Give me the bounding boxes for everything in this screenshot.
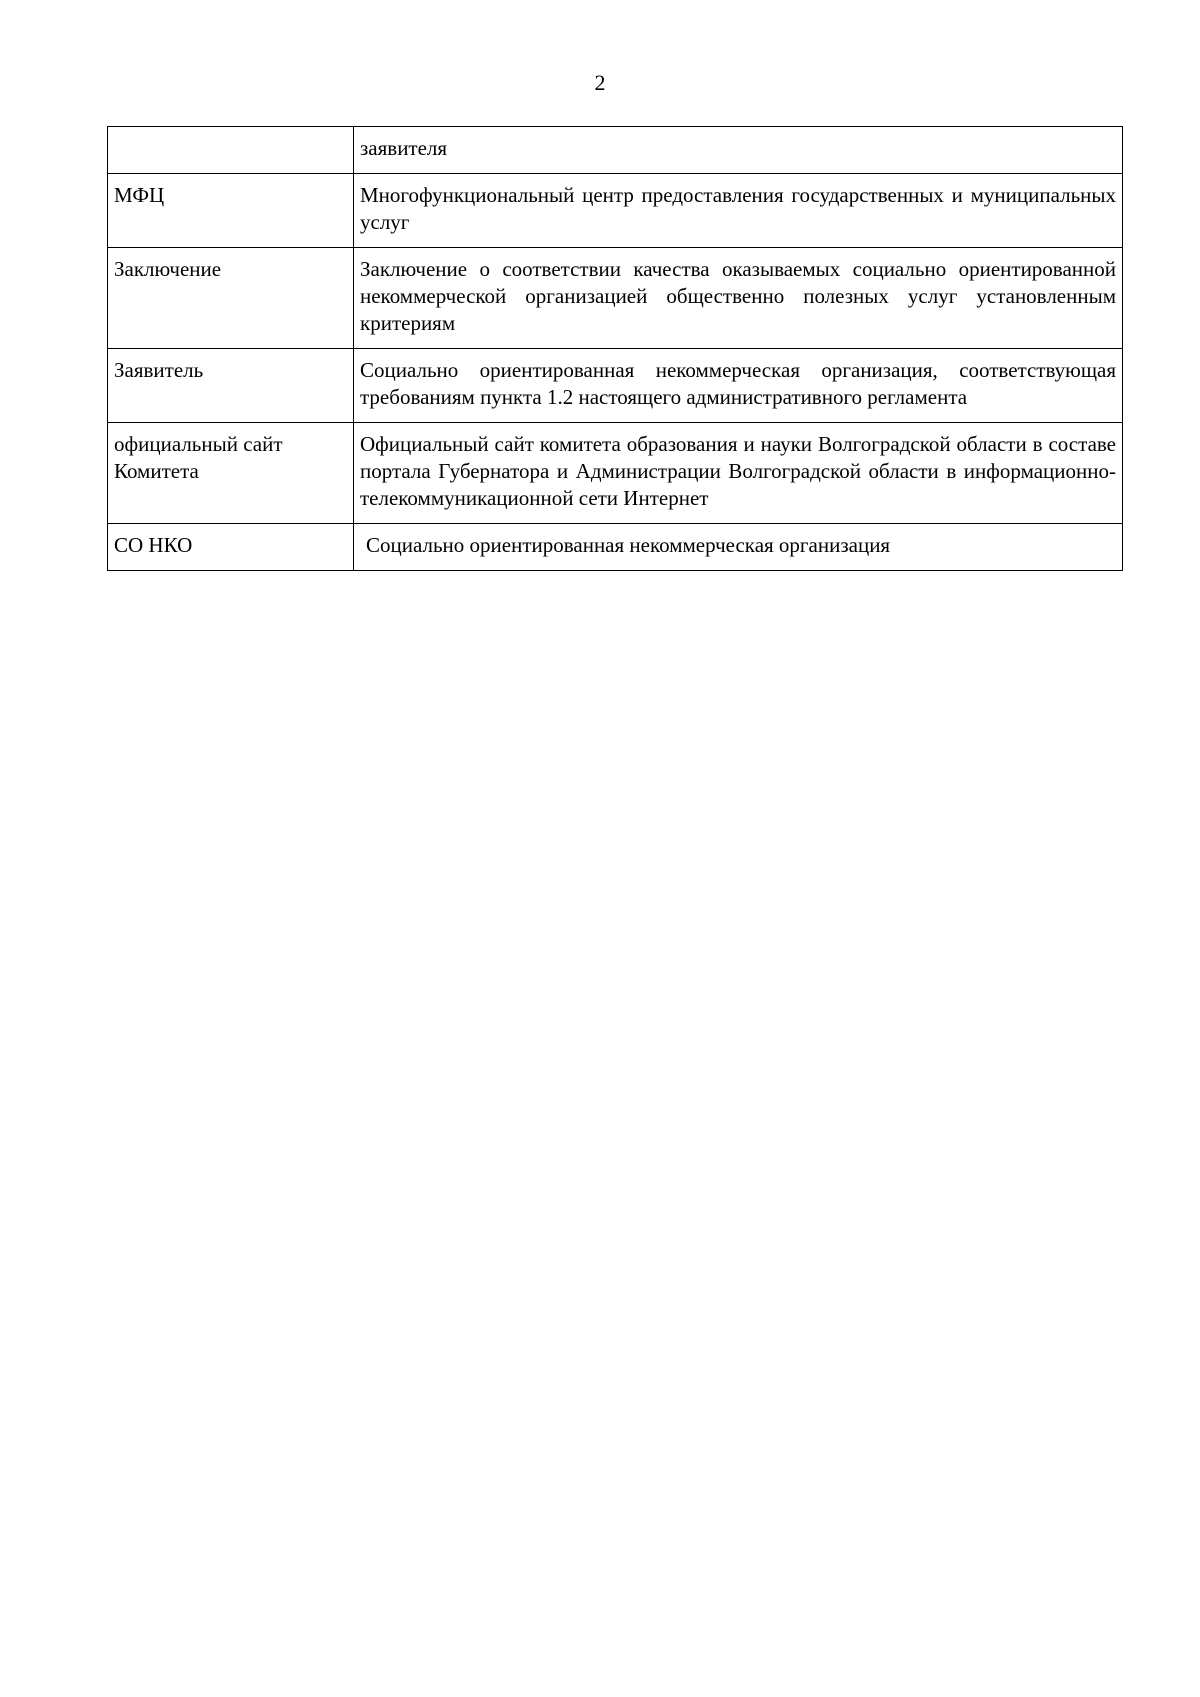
definitions-table [107, 126, 1123, 571]
term-cell: официальный сайт Комитета [108, 423, 354, 524]
table-row [108, 127, 1123, 174]
table-row [108, 349, 1123, 423]
definition-cell: заявителя [354, 127, 1123, 174]
table-row [108, 174, 1123, 248]
table-row [108, 248, 1123, 349]
definition-cell: Официальный сайт комитета образования и науки Волгоградской области в составе портала Губернатора и Администрации Волгоградской области в информационно-телекоммуникационной сети Интернет [354, 423, 1123, 524]
definition-cell: Заключение о соответствии качества оказываемых социально ориентированной некоммерческой организацией общественно полезных услуг установленным критериям [354, 248, 1123, 349]
term-cell: МФЦ [108, 174, 354, 248]
page-number: 2 [594, 70, 606, 95]
term-cell: Заключение [108, 248, 354, 349]
definition-cell: Социально ориентированная некоммерческая организация [354, 524, 1123, 571]
term-cell: Заявитель [108, 349, 354, 423]
table-row [108, 524, 1123, 571]
table-row [108, 423, 1123, 524]
term-cell [108, 127, 354, 174]
definition-cell: Социально ориентированная некоммерческая организация, соответствующая требованиям пункта 1.2 настоящего административного регламента [354, 349, 1123, 423]
definition-cell: Многофункциональный центр предоставления государственных и муниципальных услуг [354, 174, 1123, 248]
term-cell: СО НКО [108, 524, 354, 571]
